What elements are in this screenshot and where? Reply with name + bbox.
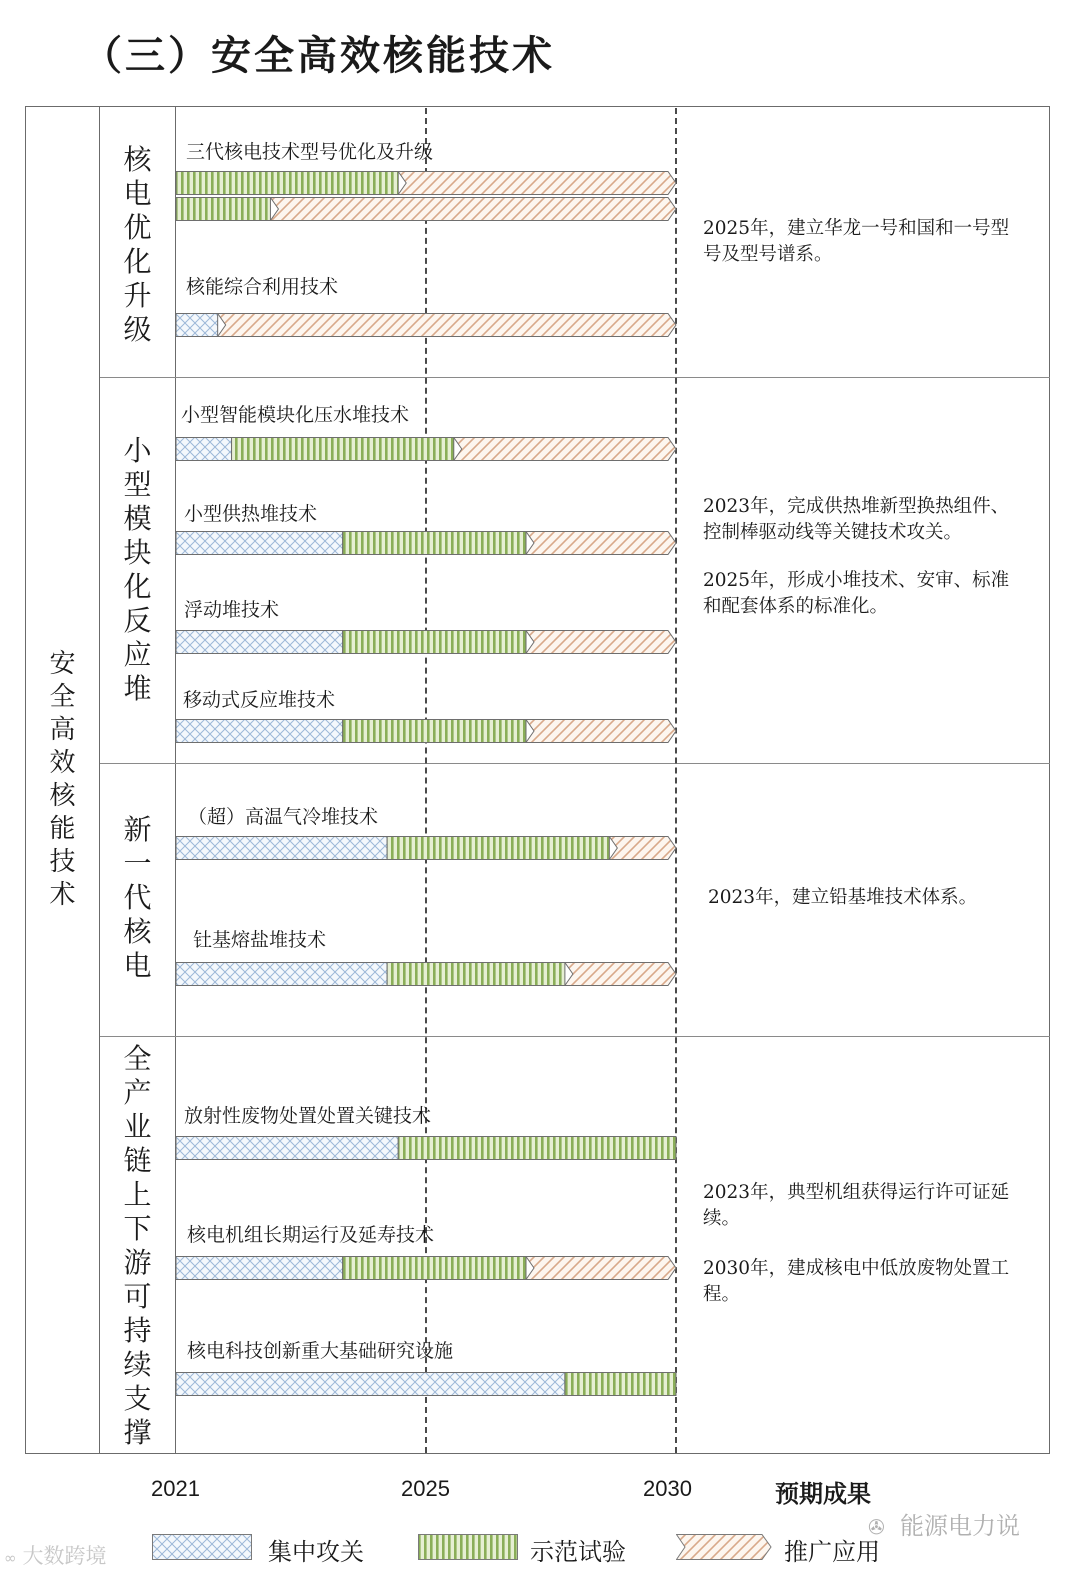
bar-segment-tackle [176,1257,343,1280]
column-divider [175,107,176,1453]
year-marker-line [425,108,427,1453]
legend-label: 推广应用 [784,1538,880,1566]
roadmap-bar [175,719,677,743]
wechat-icon: ✇ [868,1515,885,1539]
bar-segment-promo [565,963,676,986]
section-label: 小 型 模 块 化 反 应 堆 [123,434,152,705]
section-divider [100,1036,1050,1037]
tech-label: 钍基熔盐堆技术 [193,929,327,951]
bar-segment-demo [398,1137,676,1160]
roadmap-bar [175,437,677,461]
expected-results [703,1180,1018,1322]
roadmap-bar [175,1136,677,1160]
bar-segment-demo [343,631,526,654]
corner-watermark [4,1540,107,1570]
bar-segment-promo [398,172,676,195]
bar-segment-demo [343,532,526,555]
bar-segment-demo [343,720,526,743]
expected-results [708,885,1023,925]
bar-segment-demo [387,963,565,986]
roadmap-bar [175,531,677,555]
bar-segment-tackle [176,720,343,743]
brand-watermark-text: 能源电力说 [900,1512,1020,1540]
section-label: 全 产 业 链 上 下 游 可 持 续 支 撑 [123,1042,152,1449]
bar-segment-tackle [176,1137,398,1160]
bar-segment-demo [176,172,398,195]
roadmap-bar [175,962,677,986]
tech-label: 小型供热堆技术 [184,503,318,525]
bar-segment-demo [176,198,270,221]
bar-segment-promo [609,837,676,860]
tech-label: 核电机组长期运行及延寿技术 [187,1224,435,1246]
expected-results-header: 预期成果 [775,1480,871,1508]
result-text: 2030年，建成核电中低放废物处置工程。 [703,1258,1010,1305]
tech-label: 三代核电技术型号优化及升级 [186,141,434,163]
roadmap-bar [175,1372,677,1396]
roadmap-bar [175,630,677,654]
legend-swatch-demo [418,1534,518,1560]
result-text: 2025年，建立华龙一号和国和一号型号及型号谱系。 [703,218,1010,265]
section-label: 新 一 代 核 电 [123,812,152,982]
tech-label: 核能综合利用技术 [186,276,339,298]
legend-label: 示范试验 [530,1538,626,1566]
tech-label: 核电科技创新重大基础研究设施 [187,1340,454,1362]
corner-watermark-text: 大数跨境 [22,1544,107,1568]
bar-segment-promo [454,438,676,461]
bar-segment-promo [526,720,676,743]
bar-segment-tackle [176,1373,565,1396]
brand-watermark [868,1506,1020,1541]
bar-segment-tackle [176,631,343,654]
roadmap-bar [175,197,677,221]
bar-segment-demo [565,1373,676,1396]
year-tick-label: 2025 [401,1476,450,1501]
bar-segment-demo [343,1257,526,1280]
bar-segment-tackle [176,314,218,337]
result-text: 2023年，完成供热堆新型换热组件、控制棒驱动线等关键技术攻关。 [703,496,1010,543]
section-divider [100,377,1050,378]
tech-label: 浮动堆技术 [184,599,280,621]
legend-swatch-tackle [152,1534,252,1560]
tech-label: 小型智能模块化压水堆技术 [181,404,410,426]
bar-segment-tackle [176,532,343,555]
tech-label: 移动式反应堆技术 [183,689,336,711]
roadmap-bar [175,313,677,337]
roadmap-bar [175,836,677,860]
result-text: 2025年，形成小堆技术、安审、标准和配套体系的标准化。 [703,570,1010,617]
bar-segment-demo [232,438,454,461]
legend-label: 集中攻关 [268,1538,364,1566]
watermark-logo-icon: ∞ [4,1549,17,1567]
year-tick-label: 2030 [643,1476,692,1501]
bar-segment-tackle [176,963,387,986]
bar-segment-promo [270,198,676,221]
expected-results [703,494,1018,634]
legend-swatch-promo [676,1534,772,1560]
bar-segment-promo [526,532,676,555]
section-divider [100,763,1050,764]
page-title: （三）安全高效核能技术 [82,33,555,79]
section-label: 核 电 优 化 升 级 [123,143,152,346]
year-tick-label: 2021 [151,1476,200,1501]
result-text: 2023年，建立铅基堆技术体系。 [708,887,978,908]
roadmap-bar [175,1256,677,1280]
expected-results [703,216,1018,282]
year-marker-line [675,108,677,1453]
bar-segment-tackle [176,438,232,461]
bar-segment-tackle [176,837,387,860]
bar-segment-promo [526,1257,676,1280]
bar-segment-promo [218,314,676,337]
tech-label: 放射性废物处置处置关键技术 [184,1105,432,1127]
roadmap-bar [175,171,677,195]
main-category-label: 安 全 高 效 核 能 技 术 [49,649,76,910]
bar-segment-promo [526,631,676,654]
result-text: 2023年，典型机组获得运行许可证延续。 [703,1182,1010,1229]
tech-label: （超）高温气冷堆技术 [188,806,379,828]
bar-segment-demo [387,837,609,860]
